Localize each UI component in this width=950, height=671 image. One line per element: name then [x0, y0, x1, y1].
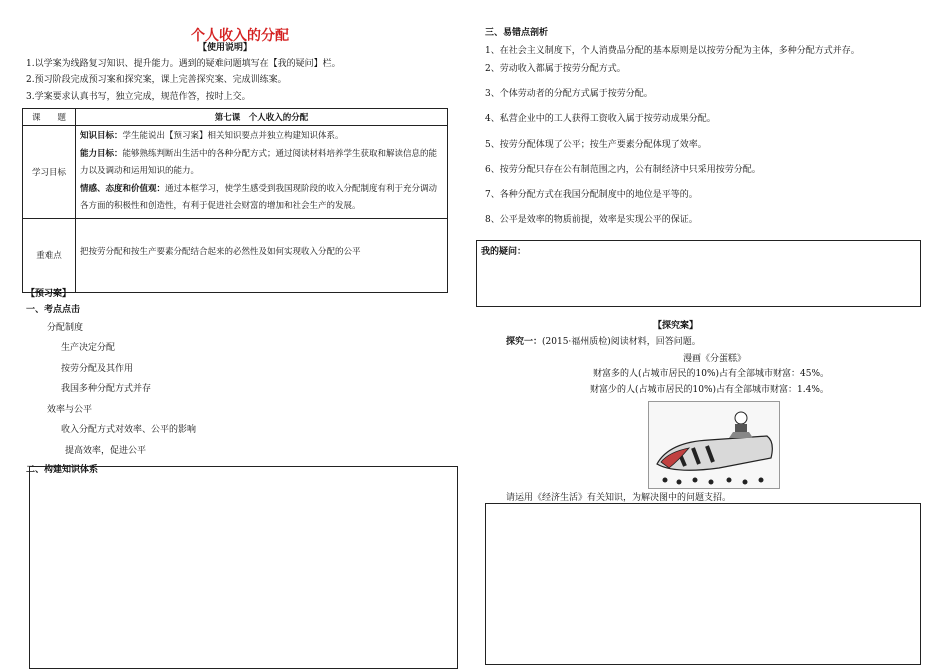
errors-heading: 三、易错点剖析 [485, 28, 549, 38]
cake-cartoon-image [648, 401, 780, 489]
knowledge-goal-label: 知识目标： [80, 131, 123, 141]
wealth-poor: 财富少的人(占城市居民的10%)占有全部城市财富：1.4%。 [590, 385, 829, 395]
usage-line-2: 2.预习阶段完成预习案和探究案，课上完善探究案、完成训练案。 [26, 75, 287, 85]
focus-text: 把按劳分配和按生产要素分配结合起来的必然性及如何实现收入分配的公平 [76, 218, 448, 292]
attitude-goal-label: 情感、态度和价值观： [80, 183, 166, 194]
cake-cartoon-drawing [649, 402, 779, 488]
explore-question: 请运用《经济生活》有关知识，为解决图中的问题支招。 [506, 493, 732, 503]
key-point-item: 分配制度 [47, 323, 84, 333]
ability-goal-label: 能力目标： [80, 148, 123, 159]
lesson-table [22, 108, 448, 293]
key-points-heading: 一、考点点击 [26, 305, 81, 315]
explore-intro-text: (2015·福州质检)阅读材料，回答问题。 [542, 337, 701, 347]
knowledge-goal-text: 学生能说出【预习案】相关知识要点并独立构建知识体系。 [122, 131, 344, 141]
explore-intro-label: 探究一： [506, 337, 543, 347]
ability-goal-text: 能够熟练判断出生活中的各种分配方式；通过阅读材料培养学生获取和解读信息的能力以及调动和运用知识的能力。 [80, 148, 438, 176]
error-item: 2、劳动收入都属于按劳分配方式。 [485, 64, 626, 74]
error-item: 4、私营企业中的工人获得工资收入属于按劳动成果分配。 [485, 114, 716, 124]
wealth-rich: 财富多的人(占城市居民的10%)占有全部城市财富：45%。 [593, 369, 830, 379]
key-point-item: 提高效率，促进公平 [65, 446, 147, 456]
usage-line-3: 3.学案要求认真书写，独立完成，规范作答，按时上交。 [26, 92, 251, 102]
key-point-item: 按劳分配及其作用 [61, 364, 134, 374]
preview-heading: 【预习案】 [26, 289, 72, 299]
knowledge-system-box[interactable] [29, 466, 458, 669]
error-item: 7、各种分配方式在我国分配制度中的地位是平等的。 [485, 190, 698, 200]
error-item: 6、按劳分配只存在公有制范围之内，公有制经济中只采用按劳分配。 [485, 165, 761, 175]
key-point-item: 效率与公平 [47, 405, 93, 415]
knowledge-system-heading: 二、构建知识体系 [26, 465, 99, 475]
usage-line-1: 1.以学案为线路复习知识、提升能力。遇到的疑难问题填写在【我的疑问】栏。 [26, 59, 341, 69]
key-point-item: 收入分配方式对效率、公平的影响 [61, 425, 197, 435]
topic-label: 课 题 [23, 109, 76, 126]
error-item: 5、按劳分配体现了公平；按生产要素分配体现了效率。 [485, 140, 707, 150]
cartoon-title: 漫画《分蛋糕》 [683, 354, 747, 364]
doubts-label: 我的疑问： [481, 247, 527, 257]
error-item: 1、在社会主义制度下，个人消费品分配的基本原则是以按劳分配为主体，多种分配方式并存。 [485, 46, 860, 56]
key-point-item: 生产决定分配 [61, 343, 116, 353]
topic-value: 第七课 个人收入的分配 [76, 109, 448, 126]
doubts-box[interactable] [476, 240, 921, 307]
explore-intro [506, 334, 701, 347]
focus-label: 重难点 [23, 218, 76, 292]
explore-heading: 【探究案】 [653, 321, 699, 331]
goals-label: 学习目标 [23, 126, 76, 219]
error-item: 3、个体劳动者的分配方式属于按劳分配。 [485, 89, 653, 99]
attitude-goal-text: 通过本框学习，使学生感受到我国现阶段的收入分配制度有利于充分调动各方面的积极性和创造性，有利于促进社会财富的增加和社会生产的发展。 [80, 183, 438, 211]
answer-box[interactable] [485, 503, 921, 665]
key-point-item: 我国多种分配方式并存 [61, 384, 152, 394]
page-title: 个人收入的分配 [191, 28, 289, 44]
error-item: 8、公平是效率的物质前提，效率是实现公平的保证。 [485, 215, 698, 225]
usage-heading: 【使用说明】 [198, 43, 253, 53]
goals-cell [76, 126, 448, 219]
